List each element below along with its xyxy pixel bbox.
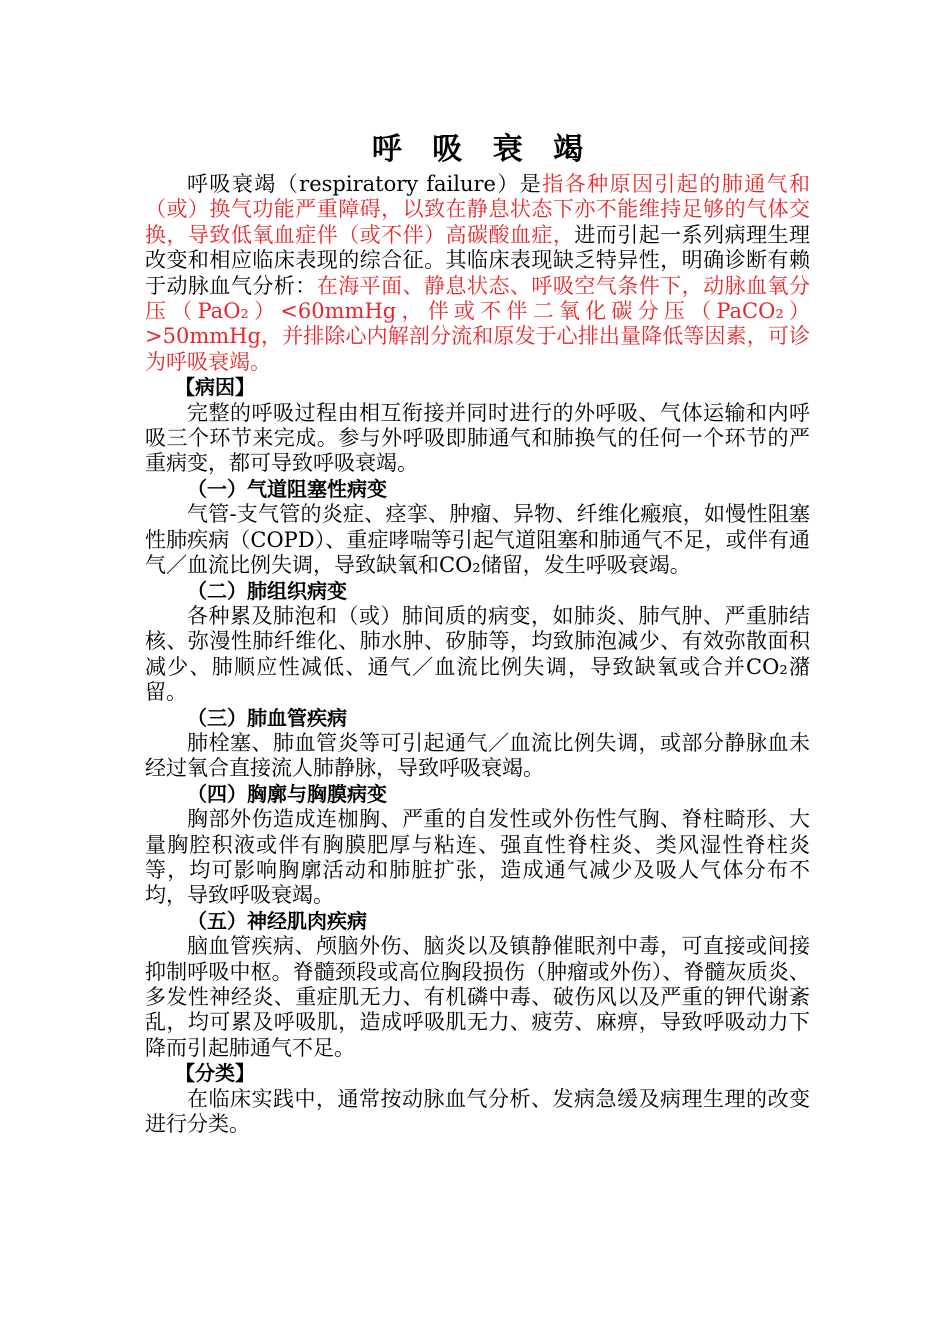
intro-definition-highlight: 指各种原因引起的肺通气和（或）换气功能严重障碍，以致在静息状态下亦不能维持足够的气体交换，导致低氧血症伴（或不伴）高碳酸血症， <box>145 172 810 247</box>
classification-text: 在临床实践中，通常按动脉血气分析、发病急缓及病理生理的改变进行分类。 <box>145 1086 810 1137</box>
classification-heading: 【分类】 <box>175 1061 255 1086</box>
etiology-heading: 【病因】 <box>175 375 255 400</box>
section-heading-airway: （一）气道阻塞性病变 <box>187 476 387 501</box>
intro-text-1: 呼吸衰竭（respiratory failure）是 <box>187 172 543 196</box>
intro-paragraph <box>145 172 810 375</box>
section-heading-pulmonary-vascular: （三）肺血管疾病 <box>187 705 347 730</box>
etiology-intro: 完整的呼吸过程由相互衔接并同时进行的外呼吸、气体运输和内呼吸三个环节来完成。参与外呼吸即肺通气和肺换气的任何一个环节的严重病变，都可导致呼吸衰竭。 <box>145 400 810 476</box>
section-heading-neuromuscular: （五）神经肌肉疾病 <box>187 908 367 933</box>
section-text-lung-tissue: 各种累及肺泡和（或）肺间质的病变，如肺炎、肺气肿、严重肺结核、弥漫性肺纤维化、肺水肿、矽肺等，均致肺泡减少、有效弥散面积减少、肺顺应性减低、通气／血流比例失调，导致缺氧或合并CO₂潴留。 <box>145 603 810 705</box>
section-text-neuromuscular: 脑血管疾病、颅脑外伤、脑炎以及镇静催眠剂中毒，可直接或间接抑制呼吸中枢。脊髓颈段或高位胸段损伤（肿瘤或外伤）、脊髓灰质炎、多发性神经炎、重症肌无力、有机磷中毒、破伤风以及严重的钾代谢紊乱，均可累及呼吸肌，造成呼吸肌无力、疲劳、麻痹，导致呼吸动力下降而引起肺通气不足。 <box>145 934 810 1060</box>
section-text-pulmonary-vascular: 肺栓塞、肺血管炎等可引起通气／血流比例失调，或部分静脉血未经过氧合直接流人肺静脉，导致呼吸衰竭。 <box>145 730 810 781</box>
intro-diagnosis-highlight: 在海平面、静息状态、呼吸空气条件下，动脉血氧分压（PaO₂）<60mmHg，伴或不伴二氧化碳分压（PaCO₂）>50mmHg，并排除心内解剖分流和原发于心排出量降低等因素，可诊为呼吸衰竭。 <box>145 273 810 374</box>
section-text-airway: 气管-支气管的炎症、痉挛、肿瘤、异物、纤维化瘢痕，如慢性阻塞性肺疾病（COPD）、重症哮喘等引起气道阻塞和肺通气不足，或伴有通气／血流比例失调，导致缺氧和CO₂储留，发生呼吸衰竭。 <box>145 502 810 578</box>
page-title: 呼 吸 衰 竭 <box>371 132 594 167</box>
section-heading-chest-wall: （四）胸廓与胸膜病变 <box>187 781 387 806</box>
document-page <box>145 128 810 1137</box>
section-text-chest-wall: 胸部外伤造成连枷胸、严重的自发性或外伤性气胸、脊柱畸形、大量胸腔积液或伴有胸膜肥厚与粘连、强直性脊柱炎、类风湿性脊柱炎等，均可影响胸廓活动和肺脏扩张，造成通气减少及吸人气体分布不均，导致呼吸衰竭。 <box>145 807 810 908</box>
section-heading-lung-tissue: （二）肺组织病变 <box>187 578 347 603</box>
intro-text-2: 进而引起一系列病理生理改变和相应临床表现的综合征。其临床表现缺乏特异性，明确诊断有赖于动脉血气分析： <box>145 222 811 298</box>
